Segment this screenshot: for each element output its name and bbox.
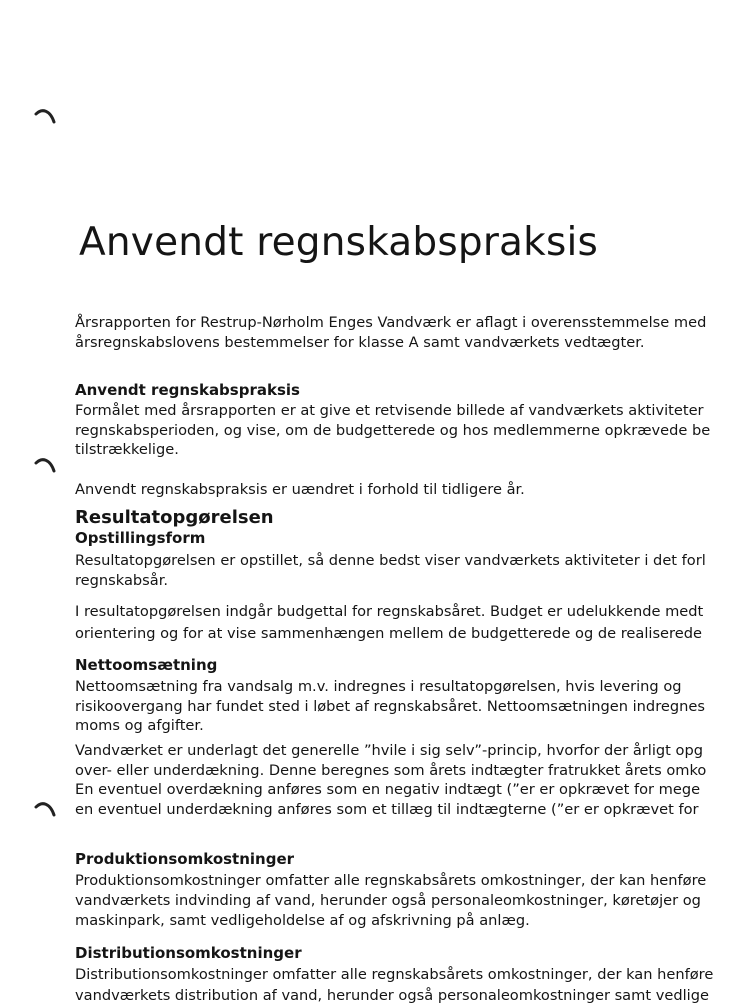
paragraph-line: maskinpark, samt vedligeholdelse af og afskrivning på anlæg.: [75, 912, 530, 929]
section-heading-resultat: Resultatopgørelsen: [75, 507, 274, 528]
section-heading-distribution: Distributionsomkostninger: [75, 944, 302, 962]
paragraph-line: regnskabsperioden, og vise, om de budgetterede og hos medlemmerne opkrævede be: [75, 422, 711, 439]
paragraph-line: Produktionsomkostninger omfatter alle regnskabsårets omkostninger, der kan henføre: [75, 872, 707, 889]
page-title: Anvendt regnskabspraksis: [79, 220, 599, 265]
paragraph-line: Formålet med årsrapporten er at give et retvisende billede af vandværkets aktiviteter: [75, 402, 704, 419]
paragraph-line: risikoovergang har fundet sted i løbet af regnskabsåret. Nettoomsætningen indregnes: [75, 698, 705, 715]
section-heading-produktion: Produktionsomkostninger: [75, 850, 295, 868]
paragraph-line: vandværkets indvinding af vand, herunder også personaleomkostninger, køretøjer og: [75, 892, 701, 909]
paragraph-line: Vandværket er underlagt det generelle ”hvile i sig selv”-princip, hvorfor der årligt opg: [75, 742, 703, 759]
paragraph-line: over- eller underdækning. Denne beregnes som årets indtægter fratrukket årets omko: [75, 762, 707, 779]
paragraph-line: vandværkets distribution af vand, herunder også personaleomkostninger samt vedlige: [75, 987, 709, 1004]
intro-line: Årsrapporten for Restrup-Nørholm Enges Vandværk er aflagt i overensstemmelse med: [75, 314, 707, 331]
paragraph-line: tilstrækkelige.: [75, 441, 179, 458]
section-heading-netto: Nettoomsætning: [75, 656, 218, 674]
paragraph-line: En eventuel overdækning anføres som en negativ indtægt (”er er opkrævet for mege: [75, 781, 701, 798]
paragraph-line: orientering og for at vise sammenhængen mellem de budgetterede og de realiserede: [75, 625, 702, 642]
paragraph-line: Resultatopgørelsen er opstillet, så denne bedst viser vandværkets aktiviteter i det forl: [75, 552, 706, 569]
paragraph-line: Distributionsomkostninger omfatter alle regnskabsårets omkostninger, der kan henføre: [75, 966, 714, 983]
paragraph-line: en eventuel underdækning anføres som et tillæg til indtægterne (”er er opkrævet for: [75, 801, 699, 818]
paragraph-line: Nettoomsætning fra vandsalg m.v. indregnes i resultatopgørelsen, hvis levering og: [75, 678, 682, 695]
subheading-opstillingsform: Opstillingsform: [75, 529, 206, 547]
paragraph-line: moms og afgifter.: [75, 717, 204, 734]
paragraph-line: regnskabsår.: [75, 572, 169, 589]
paragraph-line: Anvendt regnskabspraksis er uændret i forhold til tidligere år.: [75, 481, 525, 498]
intro-line: årsregnskabslovens bestemmelser for klasse A samt vandværkets vedtægter.: [75, 334, 645, 351]
paragraph-line: I resultatopgørelsen indgår budgettal for regnskabsåret. Budget er udelukkende medt: [75, 603, 704, 620]
section-heading-anvendt: Anvendt regnskabspraksis: [75, 381, 300, 399]
